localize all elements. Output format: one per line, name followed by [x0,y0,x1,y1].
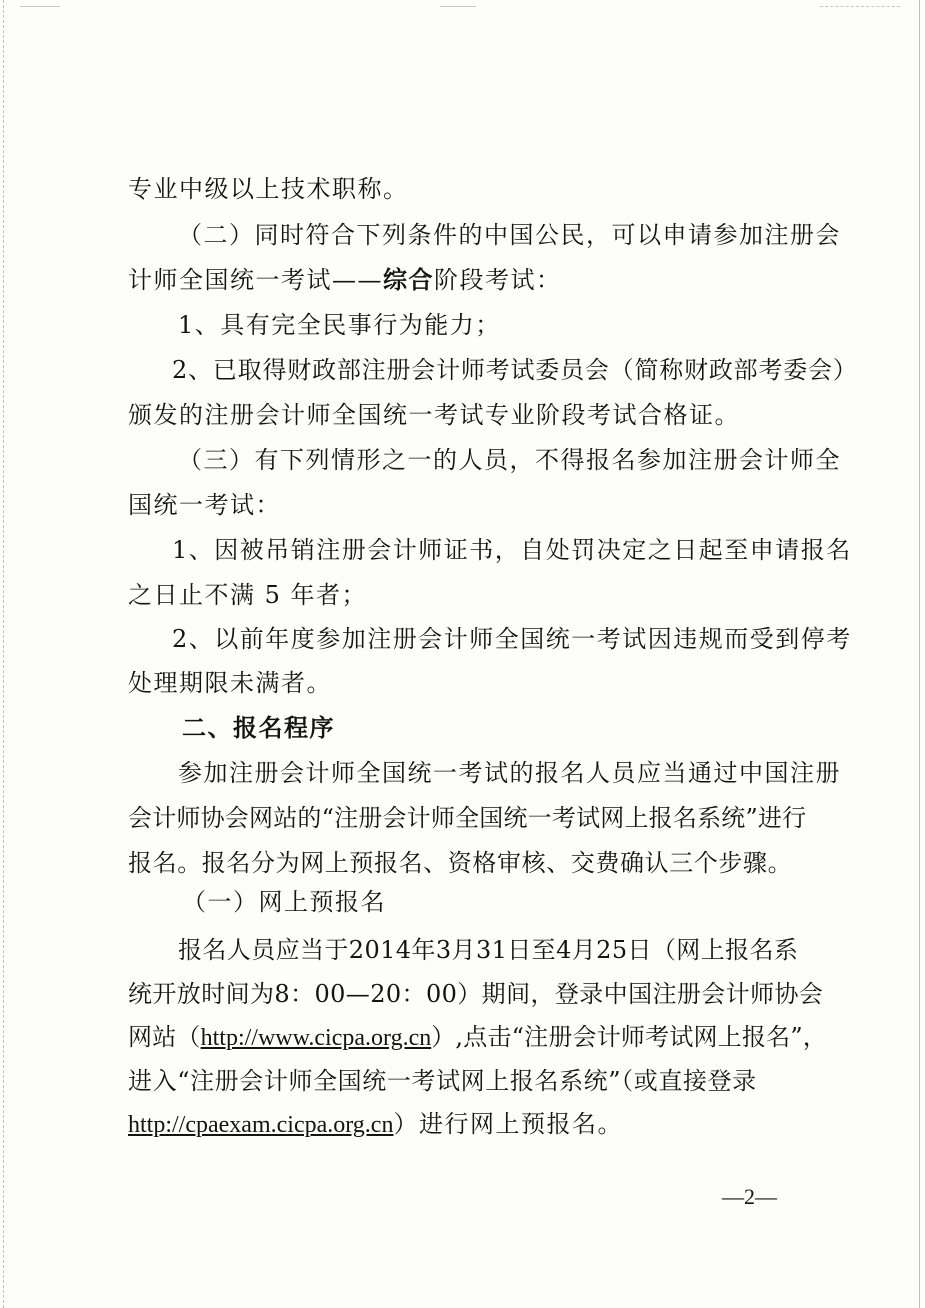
scan-mark-top [820,6,900,7]
text-span: 网站（ [128,1023,201,1051]
text-span: ）进行网上预报名。 [393,1110,623,1138]
paragraph-line: 参加注册会计师全国统一考试的报名人员应当通过中国注册 [178,759,841,787]
paragraph-line [128,1109,623,1140]
subheading: （一）网上预报名 [182,888,386,916]
text-span: ）,点击“注册会计师考试网上报名”， [431,1023,828,1051]
scan-edge-right [919,0,920,1308]
paragraph-line: 之日止不满 5 年者； [128,581,368,609]
cpaexam-link[interactable]: http://cpaexam.cicpa.org.cn [128,1112,394,1138]
paragraph-line [128,1022,827,1053]
paragraph-line: 报名。报名分为网上预报名、资格审核、交费确认三个步骤。 [128,849,793,877]
list-item: 2、已取得财政部注册会计师考试委员会（简称财政部考委会） [172,356,858,384]
paragraph-line: 处理期限未满者。 [128,669,332,697]
list-item: 2、以前年度参加注册会计师全国统一考试因违规而受到停考 [172,625,852,653]
scan-edge-left [3,0,4,1308]
list-item: 1、具有完全民事行为能力； [178,311,501,339]
bold-text: 综合 [383,266,434,294]
scan-mark-top [440,6,476,7]
text-span: 阶段考试： [434,266,562,294]
paragraph-line: 报名人员应当于2014年3月31日至4月25日（网上报名系 [178,936,799,964]
paragraph-line [128,265,562,295]
paragraph-line: 颁发的注册会计师全国统一考试专业阶段考试合格证。 [128,401,740,429]
list-item: 1、因被吊销注册会计师证书，自处罚决定之日起至申请报名 [172,536,852,564]
paragraph-line: 国统一考试： [128,491,281,519]
text-span: 计师全国统一考试—— [128,266,383,294]
paragraph-line: （二）同时符合下列条件的中国公民，可以申请参加注册会 [178,221,841,249]
scan-mark-top [20,6,60,7]
section-heading: 二、报名程序 [182,714,335,742]
paragraph-line: 统开放时间为8：00—20：00）期间，登录中国注册会计师协会 [128,980,824,1008]
paragraph-line: 进入“注册会计师全国统一考试网上报名系统”（或直接登录 [128,1067,757,1095]
cicpa-link[interactable]: http://www.cicpa.org.cn [200,1025,432,1051]
paragraph-line: 专业中级以上技术职称。 [128,175,409,203]
paragraph-line: 会计师协会网站的“注册会计师全国统一考试网上报名系统”进行 [128,804,807,832]
page-number: —2— [722,1184,777,1209]
paragraph-line: （三）有下列情形之一的人员，不得报名参加注册会计师全 [178,446,841,474]
